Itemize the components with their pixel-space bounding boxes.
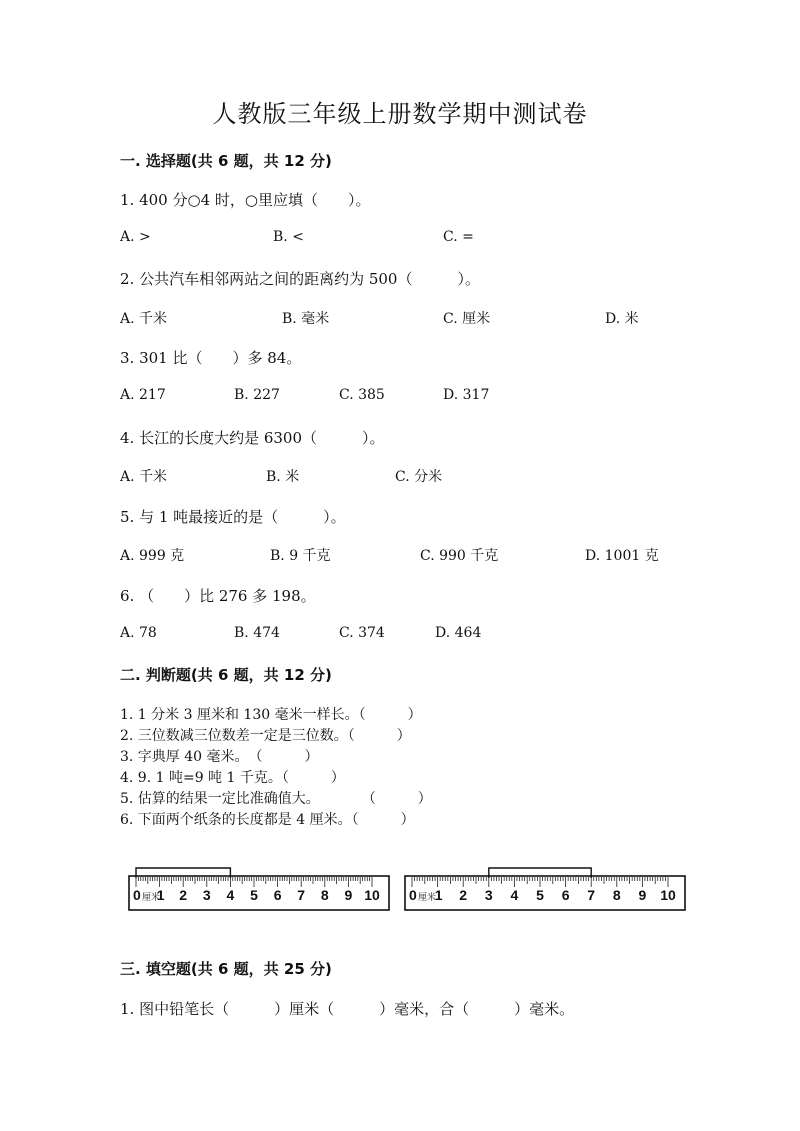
option-5b: B. 9 千克	[270, 548, 331, 564]
option-1c: C. =	[443, 229, 474, 245]
ruler-zero-label: 0	[133, 887, 141, 903]
judge-item-6: 6. 下面两个纸条的长度都是 4 厘米。（ ）	[120, 812, 415, 828]
ruler-number-7: 7	[297, 887, 306, 903]
option-1b: B. <	[273, 229, 304, 245]
question-3: 3. 301 比（ ）多 84。	[120, 349, 302, 367]
ruler-number-5: 5	[250, 887, 258, 903]
ruler-number-6: 6	[561, 887, 570, 903]
ruler-zero-label: 0	[409, 887, 417, 903]
question-2: 2. 公共汽车相邻两站之间的距离约为 500（ ）。	[120, 270, 480, 288]
ruler-number-1: 1	[434, 887, 443, 903]
ruler-number-1: 1	[156, 887, 165, 903]
ruler-number-3: 3	[202, 887, 211, 903]
ruler-number-10: 10	[364, 887, 380, 903]
ruler-strip-2	[404, 862, 686, 912]
ruler-strip-1	[128, 864, 390, 912]
ruler-number-9: 9	[638, 887, 647, 903]
judge-item-4: 4. 9. 1 吨=9 吨 1 千克。（ ）	[120, 770, 345, 786]
section-heading-judge: 二. 判断题(共 6 题，共 12 分)	[120, 666, 332, 684]
ruler-unit-label: 厘米	[142, 893, 161, 903]
ruler-number-2: 2	[179, 887, 188, 903]
question-5: 5. 与 1 吨最接近的是（ ）。	[120, 508, 346, 526]
ruler-number-6: 6	[273, 887, 282, 903]
option-5a: A. 999 克	[120, 548, 185, 564]
option-5d: D. 1001 克	[585, 548, 659, 564]
option-2a: A. 千米	[120, 311, 168, 327]
fill-item-1: 1. 图中铅笔长（ ）厘米（ ）毫米，合（ ）毫米。	[120, 1000, 575, 1018]
option-2b: B. 毫米	[282, 311, 330, 327]
option-6d: D. 464	[435, 625, 482, 641]
judge-item-5: 5. 估算的结果一定比准确值大。 （ ）	[120, 791, 432, 807]
option-3a: A. 217	[120, 387, 166, 403]
ruler-number-2: 2	[459, 887, 468, 903]
option-4b: B. 米	[266, 469, 300, 485]
ruler-number-9: 9	[344, 887, 353, 903]
question-1: 1. 400 分○4 时，○里应填（ ）。	[120, 191, 371, 209]
option-3d: D. 317	[443, 387, 490, 403]
option-3b: B. 227	[234, 387, 280, 403]
option-4a: A. 千米	[120, 469, 168, 485]
ruler-number-8: 8	[320, 887, 329, 903]
judge-item-3: 3. 字典厚 40 毫米。 （ ）	[120, 749, 319, 765]
option-6c: C. 374	[339, 625, 385, 641]
question-6: 6. （ ）比 276 多 198。	[120, 587, 316, 605]
judge-item-2: 2. 三位数减三位数差一定是三位数。（ ）	[120, 728, 411, 744]
ruler-number-5: 5	[536, 887, 544, 903]
section-heading-choice: 一. 选择题(共 6 题，共 12 分)	[120, 152, 332, 170]
option-4c: C. 分米	[395, 469, 443, 485]
ruler-number-7: 7	[587, 887, 596, 903]
ruler-number-10: 10	[660, 887, 676, 903]
option-1a: A. >	[120, 229, 151, 245]
ruler-number-8: 8	[612, 887, 621, 903]
option-6a: A. 78	[120, 625, 157, 641]
option-3c: C. 385	[339, 387, 385, 403]
ruler-number-4: 4	[510, 887, 519, 903]
ruler-unit-label: 厘米	[418, 893, 437, 903]
option-2c: C. 厘米	[443, 311, 491, 327]
ruler-number-3: 3	[484, 887, 493, 903]
section-heading-fill: 三. 填空题(共 6 题，共 25 分)	[120, 960, 332, 978]
question-4: 4. 长江的长度大约是 6300（ ）。	[120, 429, 385, 447]
option-5c: C. 990 千克	[420, 548, 499, 564]
ruler-number-4: 4	[226, 887, 235, 903]
judge-item-1: 1. 1 分米 3 厘米和 130 毫米一样长。（ ）	[120, 707, 422, 723]
option-6b: B. 474	[234, 625, 280, 641]
option-2d: D. 米	[605, 311, 639, 327]
page-title: 人教版三年级上册数学期中测试卷	[212, 100, 588, 128]
